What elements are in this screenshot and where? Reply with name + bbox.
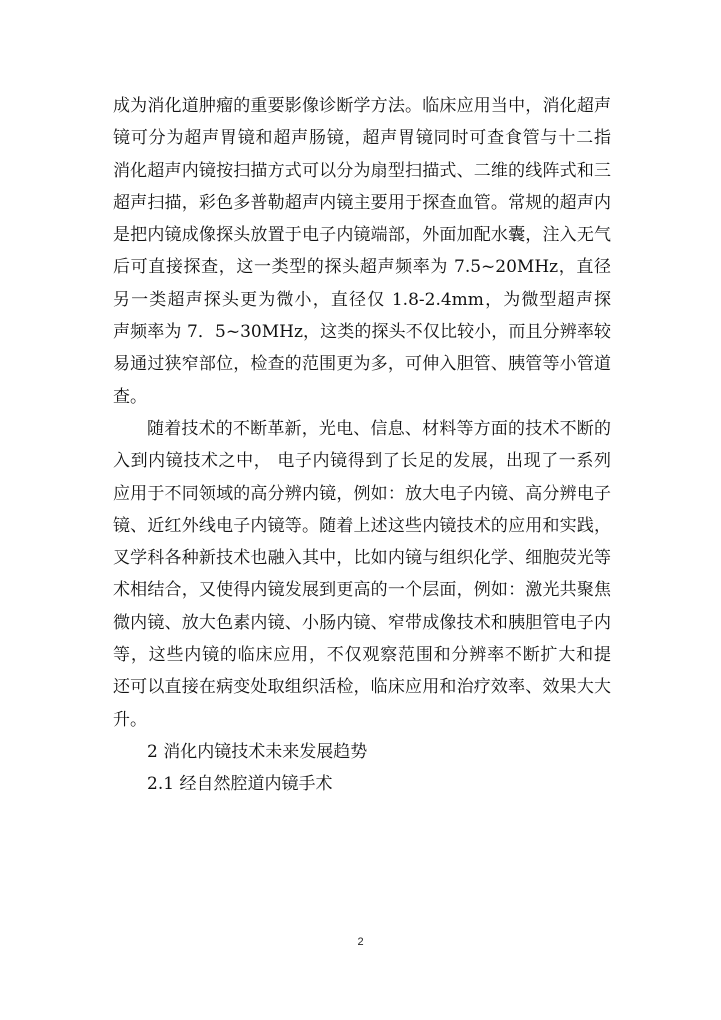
text-line: 是把内镜成像探头放置于电子内镜端部，外面加配水囊，注入无气 (113, 225, 611, 246)
text-line: 术相结合，又使得内镜发展到更高的一个层面，例如：激光共聚焦 (113, 580, 611, 601)
section-heading: 2 消化内镜技术未来发展趋势 (147, 741, 368, 762)
text-line: 后可直接探查，这一类型的探头超声频率为 7.5~20MHz，直径 (113, 257, 611, 278)
text-line: 应用于不同领域的高分辨内镜，例如：放大电子内镜、高分辨电子 (113, 483, 611, 504)
text-line: 镜可分为超声胃镜和超声肠镜，超声胃镜同时可查食管与十二指 (113, 128, 611, 149)
text-line: 查。 (113, 386, 147, 407)
page-number: 2 (357, 936, 364, 948)
text-line: 超声扫描，彩色多普勒超声内镜主要用于探查血管。常规的超声内 (113, 192, 611, 213)
text-line: 等，这些内镜的临床应用，不仅观察范围和分辨率不断扩大和提 (113, 645, 611, 666)
text-line: 微内镜、放大色素内镜、小肠内镜、窄带成像技术和胰胆管电子内 (113, 612, 611, 633)
text-line: 镜、近红外线电子内镜等。随着上述这些内镜技术的应用和实践， (113, 515, 611, 536)
paragraph-1 (113, 90, 611, 413)
text-line: 随着技术的不断革新，光电、信息、材料等方面的技术不断的 (147, 418, 611, 439)
text-line: 升。 (113, 709, 147, 730)
text-line: 入到内镜技术之中， 电子内镜得到了长足的发展，出现了一系列 (113, 451, 611, 472)
text-line: 消化超声内镜按扫描方式可以分为扇型扫描式、二维的线阵式和三 (113, 160, 611, 181)
text-line: 还可以直接在病变处取组织活检，临床应用和治疗效率、效果大大 (113, 677, 611, 698)
body-text (113, 90, 611, 801)
text-line: 另一类超声探头更为微小，直径仅 1.8-2.4mm，为微型超声探 (113, 289, 611, 310)
text-line: 成为消化道肿瘤的重要影像诊断学方法。临床应用当中，消化超声 (113, 96, 611, 116)
subsection-heading: 2.1 经自然腔道内镜手术 (147, 774, 333, 795)
text-line: 易通过狭窄部位，检查的范围更为多，可伸入胆管、胰管等小管道 (113, 354, 611, 375)
text-line: 声频率为 7．5~30MHz，这类的探头不仅比较小，而且分辨率较 (113, 322, 611, 343)
paragraph-2 (113, 413, 611, 736)
text-line: 叉学科各种新技术也融入其中，比如内镜与组织化学、细胞荧光等 (113, 548, 611, 569)
